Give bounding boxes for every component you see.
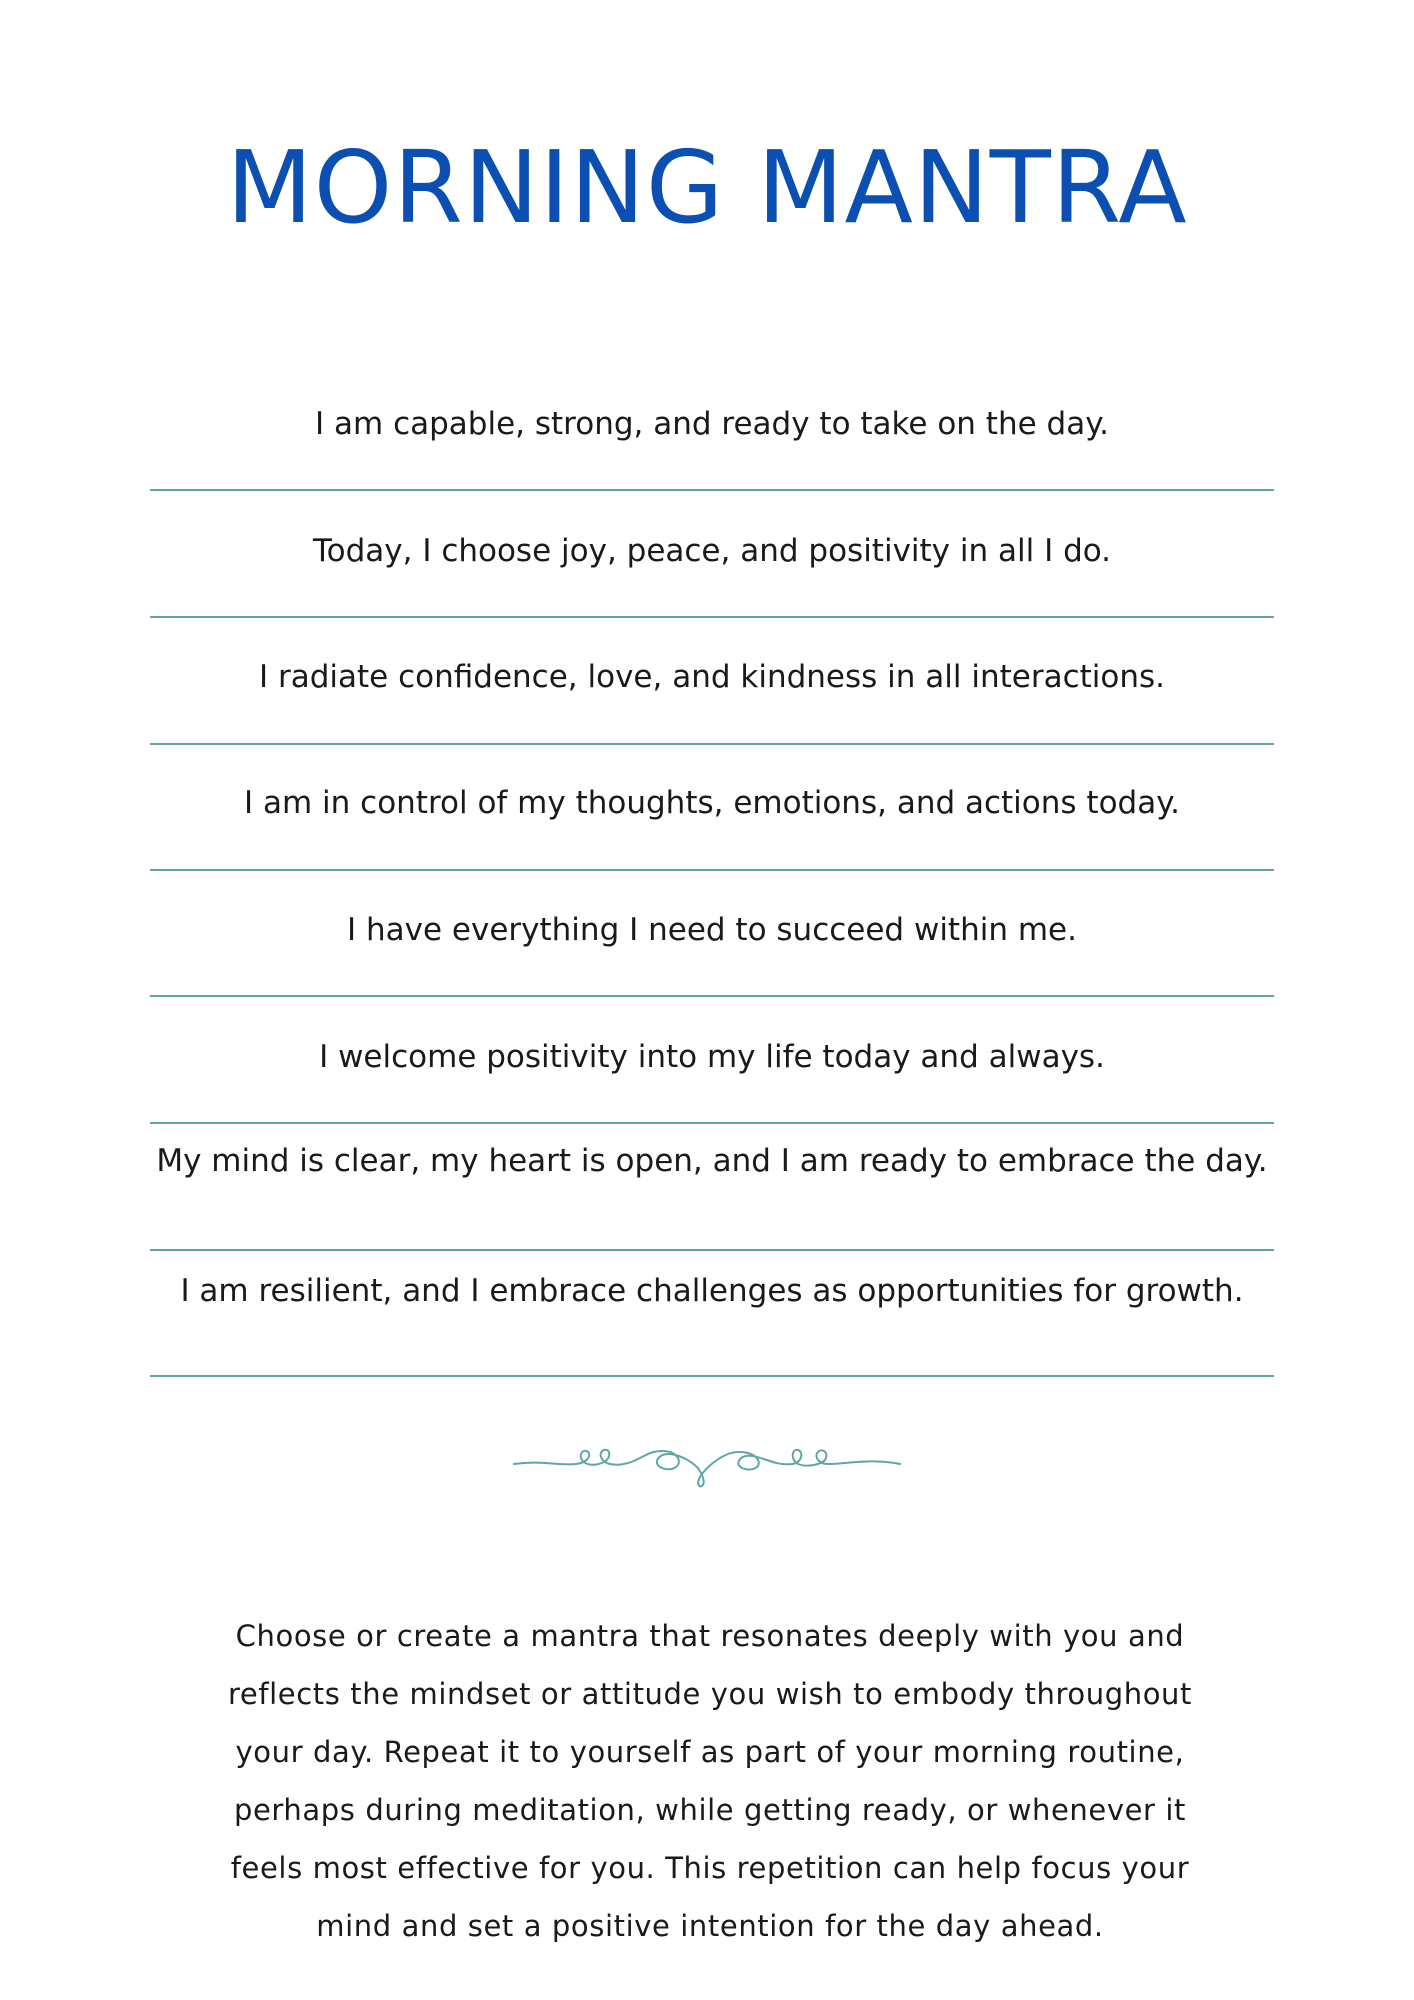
mantra-line: My mind is clear, my heart is open, and I am ready to embrace the day. bbox=[156, 1143, 1268, 1179]
mantra-rule bbox=[150, 1249, 1274, 1251]
mantra-rule bbox=[150, 616, 1274, 618]
mantra-line: I radiate confidence, love, and kindness in all interactions. bbox=[258, 659, 1165, 695]
mantra-line: I have everything I need to succeed within me. bbox=[347, 912, 1077, 948]
flourish-divider-icon bbox=[512, 1430, 902, 1490]
mantra-line: I am in control of my thoughts, emotions, and actions today. bbox=[243, 785, 1180, 821]
page-title: MORNING MANTRA bbox=[226, 129, 1188, 246]
mantra-rule bbox=[150, 489, 1274, 491]
instruction-line: feels most effective for you. This repetition can help focus your bbox=[230, 1851, 1190, 1885]
instruction-line: Choose or create a mantra that resonates deeply with you and bbox=[235, 1619, 1185, 1653]
instruction-line: mind and set a positive intention for the day ahead. bbox=[316, 1909, 1104, 1943]
mantra-line: I welcome positivity into my life today and always. bbox=[319, 1039, 1105, 1075]
mantra-rule bbox=[150, 995, 1274, 997]
instruction-line: reflects the mindset or attitude you wish to embody throughout bbox=[228, 1677, 1192, 1711]
mantra-line: I am capable, strong, and ready to take on the day. bbox=[315, 406, 1109, 442]
instruction-line: perhaps during meditation, while getting ready, or whenever it bbox=[233, 1793, 1187, 1827]
mantra-rule bbox=[150, 743, 1274, 745]
mantra-line: Today, I choose joy, peace, and positivity in all I do. bbox=[312, 533, 1112, 569]
mantra-line: I am resilient, and I embrace challenges as opportunities for growth. bbox=[180, 1273, 1244, 1309]
mantra-rule bbox=[150, 1122, 1274, 1124]
mantra-rule bbox=[150, 869, 1274, 871]
mantra-rule bbox=[150, 1375, 1274, 1377]
instruction-line: your day. Repeat it to yourself as part of your morning routine, bbox=[235, 1735, 1185, 1769]
